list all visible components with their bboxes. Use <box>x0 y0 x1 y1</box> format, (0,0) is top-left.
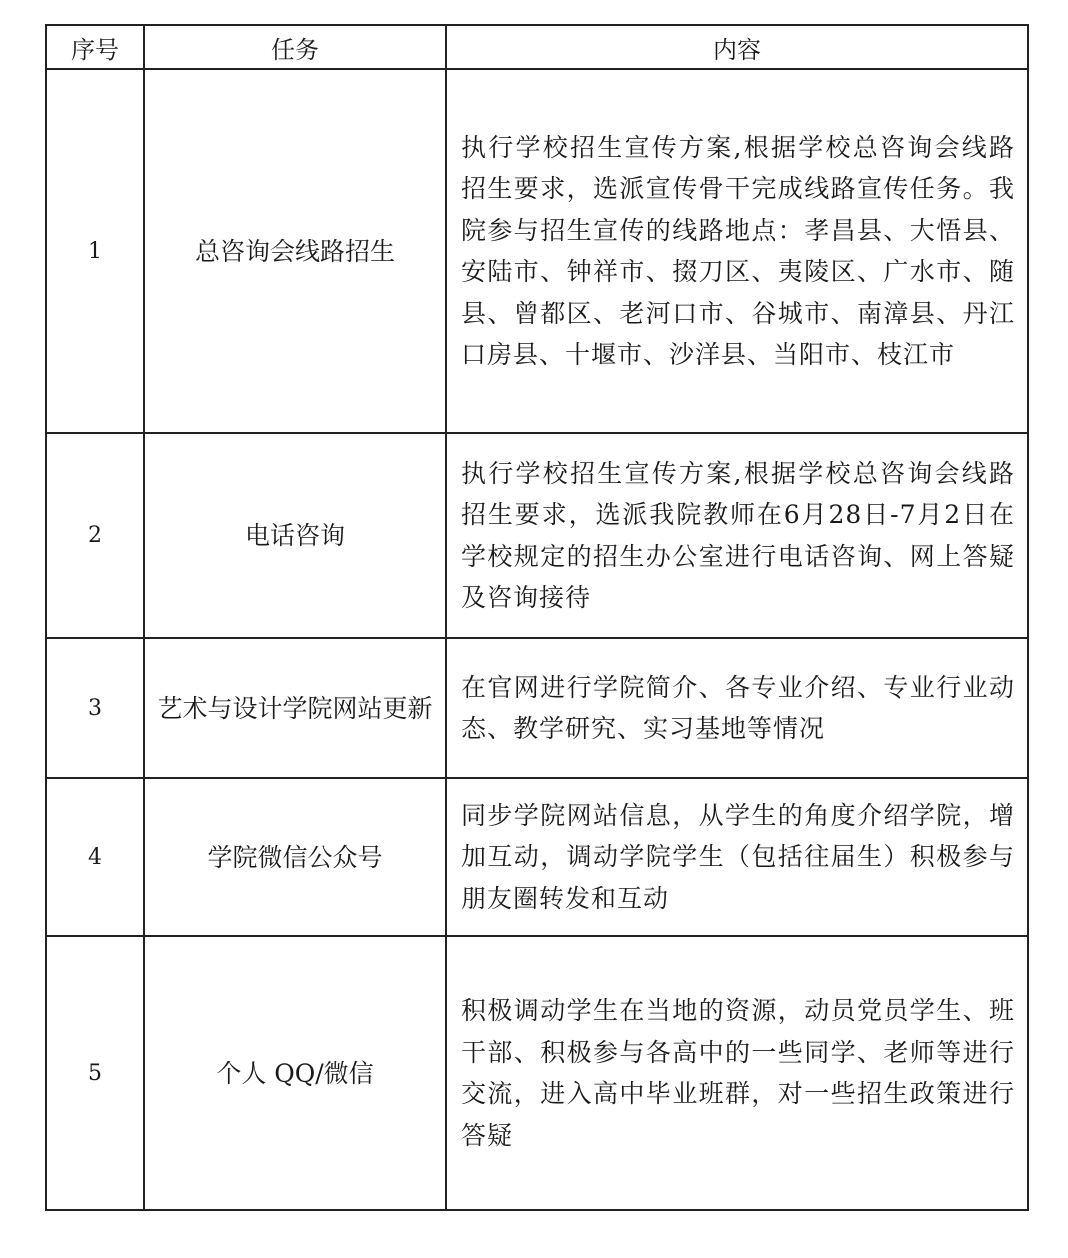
row-content: 执行学校招生宣传方案,根据学校总咨询会线路招生要求，选派我院教师在6月28日-7月2日在学校规定的招生办公室进行电话咨询、网上答疑及咨询接待 <box>446 433 1028 638</box>
row-content: 在官网进行学院简介、各专业介绍、专业行业动态、教学研究、实习基地等情况 <box>446 638 1028 778</box>
row-content: 积极调动学生在当地的资源，动员党员学生、班干部、积极参与各高中的一些同学、老师等进行交流，进入高中毕业班群，对一些招生政策进行答疑 <box>446 936 1028 1210</box>
row-task: 总咨询会线路招生 <box>144 69 446 433</box>
table-row <box>46 69 1028 433</box>
table-header-row <box>46 25 1028 69</box>
header-content: 内容 <box>446 25 1028 69</box>
table-row <box>46 936 1028 1210</box>
table-row <box>46 638 1028 778</box>
table-row <box>46 778 1028 936</box>
header-task: 任务 <box>144 25 446 69</box>
row-number: 2 <box>46 433 144 638</box>
row-content: 同步学院网站信息，从学生的角度介绍学院，增加互动，调动学院学生（包括往届生）积极参与朋友圈转发和互动 <box>446 778 1028 936</box>
row-content: 执行学校招生宣传方案,根据学校总咨询会线路招生要求，选派宣传骨干完成线路宣传任务。我院参与招生宣传的线路地点：孝昌县、大悟县、安陆市、钟祥市、掇刀区、夷陵区、广水市、随县、曾都区、老河口市、谷城市、南漳县、丹江口房县、十堰市、沙洋县、当阳市、枝江市 <box>446 69 1028 433</box>
row-task: 艺术与设计学院网站更新 <box>144 638 446 778</box>
row-number: 4 <box>46 778 144 936</box>
row-number: 1 <box>46 69 144 433</box>
row-task: 个人 QQ/微信 <box>144 936 446 1210</box>
row-number: 3 <box>46 638 144 778</box>
table-row <box>46 433 1028 638</box>
recruitment-task-table <box>45 24 1029 1211</box>
header-number: 序号 <box>46 25 144 69</box>
row-number: 5 <box>46 936 144 1210</box>
row-task: 电话咨询 <box>144 433 446 638</box>
row-task: 学院微信公众号 <box>144 778 446 936</box>
